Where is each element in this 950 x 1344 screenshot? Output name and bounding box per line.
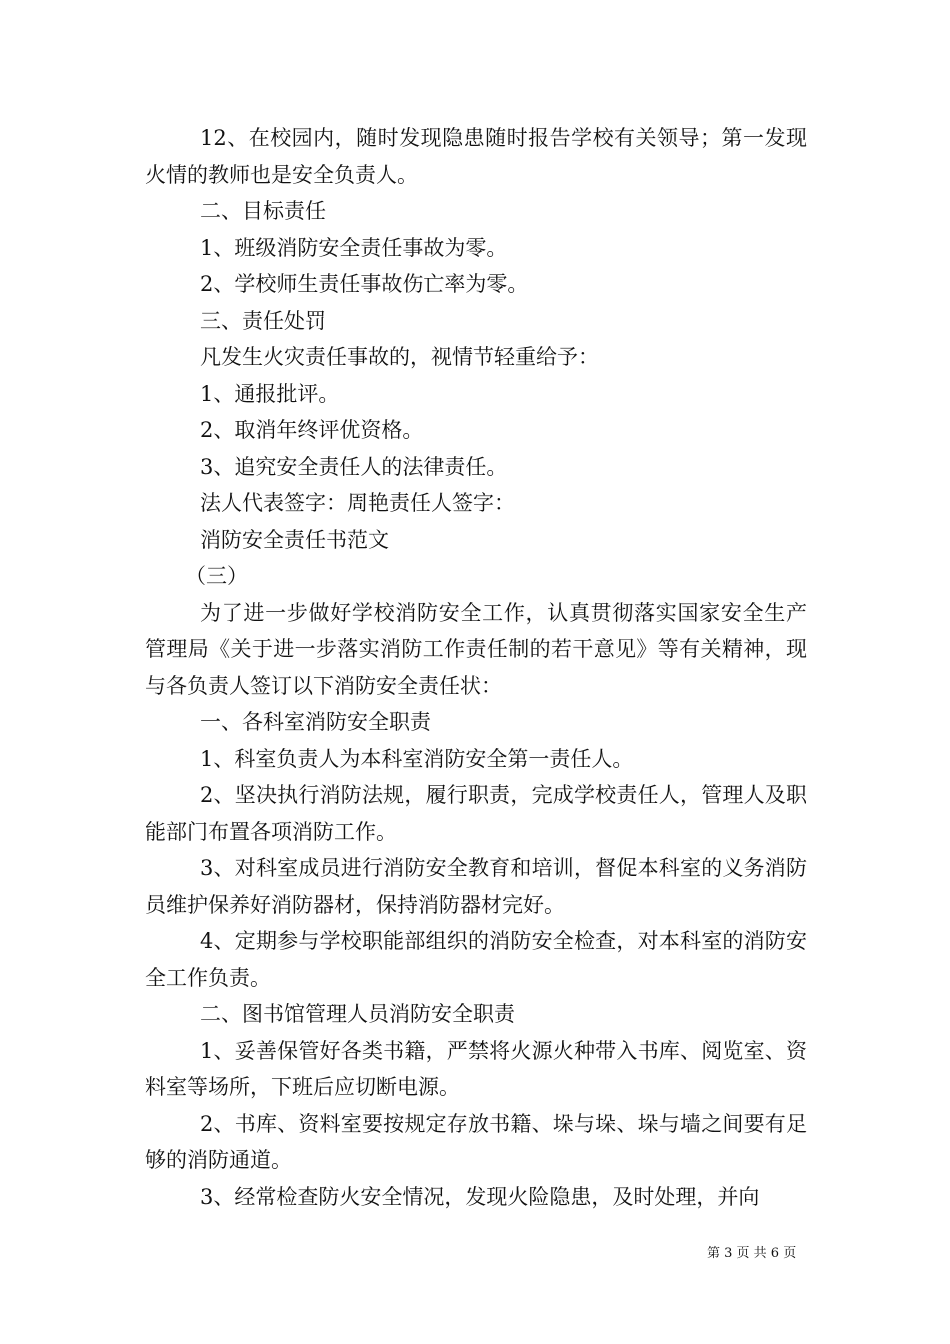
- paragraph-penalty-2: 2、取消年终评优资格。: [200, 418, 424, 442]
- document-body: [145, 120, 807, 1215]
- paragraph-duty-1: 1、科室负责人为本科室消防安全第一责任人。: [200, 746, 634, 771]
- paragraph-duty-2: 2、坚决执行消防法规，履行职责，完成学校责任人，管理人及职能部门布置各项消防工作。: [145, 783, 807, 844]
- section-number: （三）: [185, 564, 248, 588]
- paragraph-penalty-intro: 凡发生火灾责任事故的，视情节轻重给予：: [200, 345, 599, 369]
- paragraph-library-2: 2、书库、资料室要按规定存放书籍、垛与垛、垛与墙之间要有足够的消防通道。: [145, 1111, 807, 1172]
- paragraph-preamble: 为了进一步做好学校消防安全工作，认真贯彻落实国家安全生产管理局《关于进一步落实消防工作责任制的若干意见》等有关精神，现与各负责人签订以下消防安全责任状：: [145, 600, 807, 698]
- signature-line: 法人代表签字：周艳责任人签字：: [200, 491, 515, 515]
- paragraph-target-1: 1、班级消防安全责任事故为零。: [200, 235, 508, 260]
- page-number: 第 3 页 共 6 页: [707, 1246, 797, 1261]
- paragraph-penalty-3: 3、追究安全责任人的法律责任。: [200, 454, 508, 479]
- paragraph-target-2: 2、学校师生责任事故伤亡率为零。: [200, 272, 529, 296]
- paragraph-duty-4: 4、定期参与学校职能部组织的消防安全检查，对本科室的消防安全工作负责。: [145, 929, 807, 990]
- document-subtitle: 消防安全责任书范文: [200, 527, 389, 552]
- paragraph-library-3: 3、经常检查防火安全情况，发现火险隐患，及时处理，并向: [200, 1184, 760, 1209]
- paragraph-duty-3: 3、对科室成员进行消防安全教育和培训，督促本科室的义务消防员维护保养好消防器材，保持消防器材完好。: [145, 856, 807, 917]
- section-heading-library-duties: 二、图书馆管理人员消防安全职责: [200, 1002, 515, 1026]
- section-heading-department-duties: 一、各科室消防安全职责: [200, 710, 431, 734]
- paragraph-library-1: 1、妥善保管好各类书籍，严禁将火源火种带入书库、阅览室、资料室等场所，下班后应切断电源。: [145, 1038, 807, 1099]
- paragraph-item-12: 12、在校园内，随时发现隐患随时报告学校有关领导；第一发现火情的教师也是安全负责人。: [145, 126, 807, 187]
- paragraph-penalty-1: 1、通报批评。: [200, 381, 340, 406]
- section-heading-target-responsibility: 二、目标责任: [200, 199, 326, 223]
- section-heading-penalty: 三、责任处罚: [200, 308, 326, 333]
